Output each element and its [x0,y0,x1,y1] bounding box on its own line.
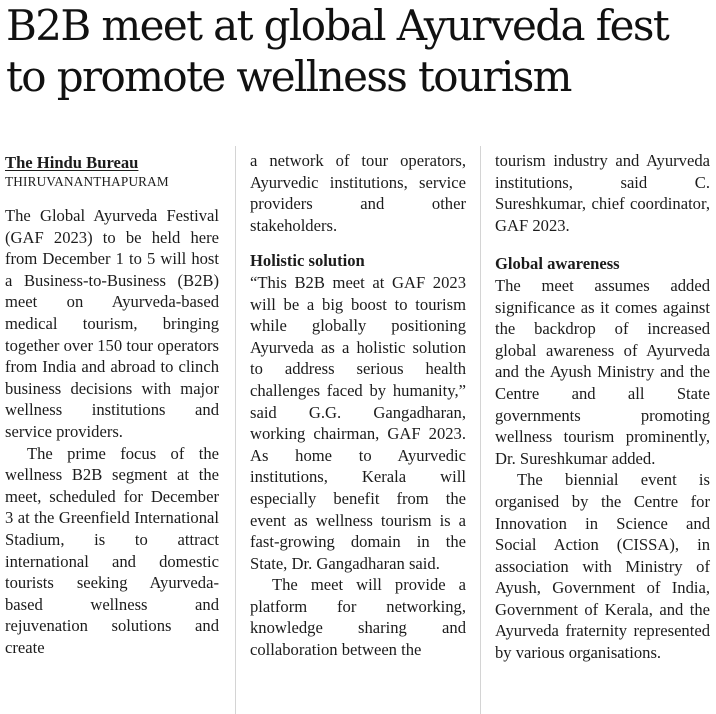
article-column-1 [5,152,219,658]
column-divider [235,146,236,714]
headline-line-2: to promote wellness tourism [6,52,571,101]
paragraph: a network of tour operators, Ayurvedic institutions, service providers and other stakeholders. [250,151,466,235]
paragraph: The biennial event is organised by the Centre for Innovation in Science and Social Action (CISSA), in association with Ministry of Ayush, Government of India, Government of Kerala, and the Ayurveda fraternity represented by various organisations. [495,470,710,663]
byline: The Hindu Bureau [5,153,139,172]
subheading: Holistic solution [250,251,365,271]
column-divider [480,146,481,714]
headline-line-1: B2B meet at global Ayurveda fest [6,1,669,50]
paragraph: The meet assumes added significance as it comes against the backdrop of increased global awareness of Ayurveda and the Ayush Ministry and the Centre and all State governments promoting wellness tourism prominently, Dr. Sureshkumar added. [495,275,710,468]
paragraph: “This B2B meet at GAF 2023 will be a big boost to tourism while globally positioning Ayurveda as a holistic solution to address serious health challenges faced by humanity,” said G.G. Gangadharan, working chairman, GAF 2023. As home to Ayurvedic institutions, Kerala will especially benefit from the event as wellness tourism is a fast-growing domain in the State, Dr. Gangadharan said. [250,272,466,573]
article-column-3 [495,150,710,664]
paragraph: The meet will provide a platform for networking, knowledge sharing and collaboration between the [250,575,466,660]
paragraph: The prime focus of the wellness B2B segment at the meet, scheduled for December 3 at the Greenfield International Stadium, is to attract international and domestic tourists seeking Ayurveda-based wellness and rejuvenation solutions and create [5,443,219,657]
headline [6,0,712,102]
article-column-2 [250,150,466,661]
paragraph: tourism industry and Ayurveda institutions, said C. Sureshkumar, chief coordinator, GAF 2023. [495,151,710,235]
subheading: Global awareness [495,254,620,274]
paragraph: The Global Ayurveda Festival (GAF 2023) to be held here from December 1 to 5 will host a Business-to-Business (B2B) meet on Ayurveda-based medical tourism, bringing together over 150 tour operators from India and abroad to clinch business decisions with major wellness institutions and service providers. [5,206,219,441]
dateline: THIRUVANANTHAPURAM [5,174,169,189]
